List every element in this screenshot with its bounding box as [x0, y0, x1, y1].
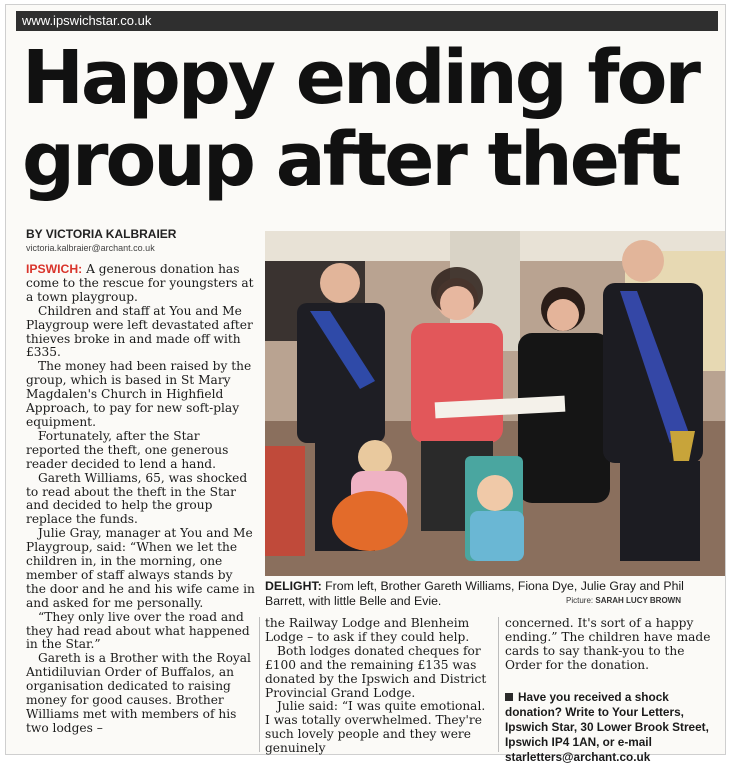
column-divider [498, 617, 499, 752]
site-url: www.ipswichstar.co.uk [22, 13, 152, 28]
credit-label: Picture: [566, 596, 594, 605]
article-column-2 [265, 617, 493, 756]
letters-promo [505, 690, 727, 765]
paragraph: Both lodges donated cheques for £100 and the remaining £135 was donated by the Ipswich and District Provincial Grand Lodge. [265, 643, 487, 700]
square-bullet-icon [505, 693, 513, 701]
paragraph: Julie said: “I was quite emotional. I was totally overwhelmed. They're such lovely people and they were genuinely [265, 699, 486, 756]
group-photo-illustration [265, 231, 725, 576]
author-email: victoria.kalbraier@archant.co.uk [26, 243, 155, 253]
article-column-1 [26, 263, 256, 736]
credit-name: SARAH LUCY BROWN [595, 596, 681, 605]
news-photo [265, 231, 725, 576]
location-kicker: IPSWICH: [26, 262, 83, 276]
byline: BY VICTORIA KALBRAIER [26, 227, 177, 241]
paragraph: The money had been raised by the group, which is based in St Mary Magdalen's Church in Highfield Approach, to pay for new soft-play equipment. [26, 359, 252, 429]
newspaper-clipping [5, 4, 726, 764]
caption-text: From left, Brother Gareth Williams, Fiona Dye, Julie Gray and Phil Barrett, with little Belle and Evie. [265, 579, 684, 608]
headline [22, 37, 722, 201]
continuation-paragraph: the Railway Lodge and Blenheim Lodge – to ask if they could help. [265, 616, 470, 644]
paragraph: Children and staff at You and Me Playgroup were left devastated after thieves broke in and made off with £335. [26, 303, 253, 360]
continuation-paragraph: concerned. It's sort of a happy ending.” The children have made cards to say thank-you to the Order for the donation. [505, 616, 711, 672]
paragraph: “They only live over the road and they had read about what happened in the Star.” [26, 609, 250, 652]
headline-line-1: Happy ending for [22, 35, 698, 121]
promo-text: Have you received a shock donation? Write to Your Letters, Ipswich Star, 30 Lower Brook Street, Ipswich IP4 1AN, or e-mail starletters@archant.co.uk [505, 690, 709, 764]
paragraph: Fortunately, after the Star reported the theft, one generous reader decided to lend a hand. [26, 428, 229, 471]
paragraph: Julie Gray, manager at You and Me Playgroup, said: “When we let the children in, in the morning, one member of staff always stands by the door and he and his wife came in and asked for me personally. [26, 526, 255, 610]
article-column-3 [505, 617, 721, 673]
lead-text: A generous donation has come to the rescue for youngsters at a town playgroup. [26, 262, 254, 304]
paragraph: Gareth Williams, 65, was shocked to read about the theft in the Star and decided to help the group replace the funds. [26, 470, 248, 527]
column-divider [259, 617, 260, 752]
lead-paragraph [26, 263, 256, 305]
paragraph: Gareth is a Brother with the Royal Antidiluvian Order of Buffalos, an organisation dedicated to raising money for good causes. Brother Williams met with members of his two lodges – [26, 651, 251, 735]
headline-line-2: group after theft [22, 117, 679, 203]
site-url-bar [16, 11, 718, 31]
caption-label: DELIGHT: [265, 579, 322, 593]
photo-credit [566, 596, 681, 605]
